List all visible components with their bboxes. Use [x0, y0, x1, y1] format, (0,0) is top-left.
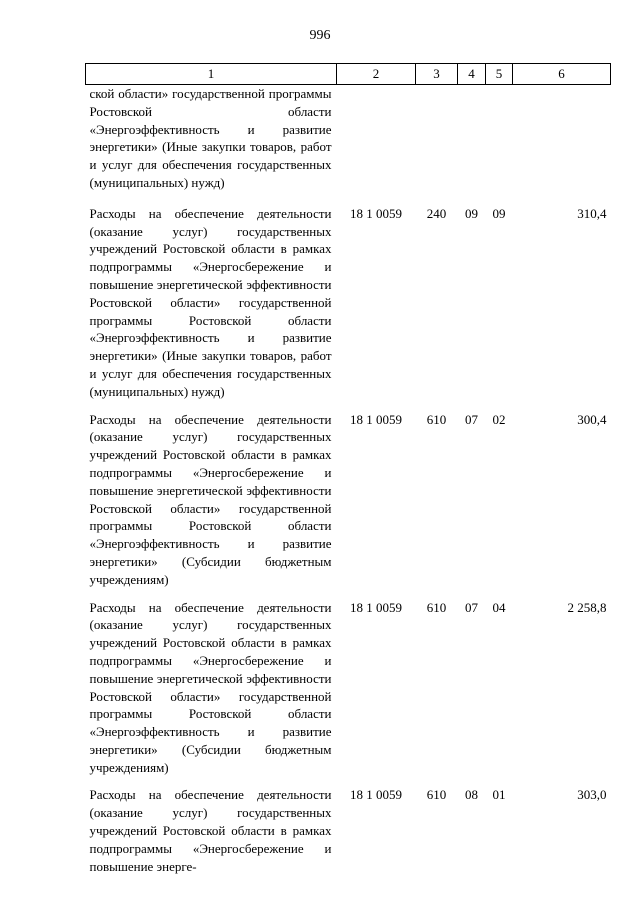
table-row	[86, 781, 611, 875]
row-expense-type: 240	[426, 205, 447, 221]
row-expense-type	[416, 85, 458, 200]
row-amount	[513, 85, 611, 200]
row-target-code: 18 1 0059	[350, 787, 402, 803]
table-row	[86, 200, 611, 406]
column-header-6: 6	[513, 64, 611, 85]
row-expense-type: 610	[426, 787, 447, 803]
header-row	[86, 64, 611, 85]
table-body	[86, 85, 611, 876]
column-header-1: 1	[86, 64, 337, 85]
table-row	[86, 594, 611, 782]
row-expense-type: 610	[426, 599, 447, 615]
row-expense-type: 610	[426, 411, 447, 427]
row-target-code	[337, 85, 416, 200]
column-header-4: 4	[458, 64, 486, 85]
row-subsection: 04	[492, 599, 506, 615]
column-header-2: 2	[337, 64, 416, 85]
row-subsection: 01	[492, 787, 506, 803]
row-target-code: 18 1 0059	[350, 599, 402, 615]
row-section: 08	[465, 787, 478, 803]
column-header-5: 5	[486, 64, 513, 85]
row-section: 07	[465, 599, 478, 615]
row-amount: 2 258,8	[567, 599, 607, 615]
row-amount: 303,0	[577, 787, 607, 803]
row-section: 07	[465, 411, 478, 427]
row-description: Расходы на обеспечение деятельности (оказание услуг) государственных учреждений Ростовской области в рамках подпрограммы «Энергосбережение и повышение энергетической эффективности Ростовской области» государственной программы Ростовской области «Энергоэффективность и развитие энергетики» (Субсидии бюджетным учреждениям)	[89, 411, 332, 587]
row-subsection: 09	[492, 205, 506, 221]
row-description: Расходы на обеспечение деятельности (оказание услуг) государственных учреждений Ростовской области в рамках подпрограммы «Энергосбережение и повышение энерге-	[89, 787, 332, 874]
row-description: Расходы на обеспечение деятельности (оказание услуг) государственных учреждений Ростовской области в рамках подпрограммы «Энергосбережение и повышение энергетической эффективности Ростовской области» государственной программы Ростовской области «Энергоэффективность и развитие энергетики» (Субсидии бюджетным учреждениям)	[89, 599, 332, 775]
row-section	[458, 85, 486, 200]
table-row	[86, 406, 611, 594]
table-row	[86, 85, 611, 200]
row-amount: 300,4	[577, 411, 607, 427]
table-header	[86, 64, 611, 85]
row-subsection: 02	[492, 411, 506, 427]
row-amount: 310,4	[577, 205, 607, 221]
column-header-3: 3	[416, 64, 458, 85]
row-subsection	[486, 85, 513, 200]
page-number: 996	[309, 28, 331, 43]
budget-table	[85, 63, 611, 875]
row-target-code: 18 1 0059	[350, 205, 402, 221]
row-description: ской области» государственной программы Ростовской области «Энергоэффективность и развитие энергетики» (Иные закупки товаров, работ и услуг для обеспечения государственных (муниципальных) нужд)	[89, 86, 332, 190]
row-target-code: 18 1 0059	[350, 411, 402, 427]
row-section: 09	[465, 205, 478, 221]
row-description: Расходы на обеспечение деятельности (оказание услуг) государственных учреждений Ростовской области в рамках подпрограммы «Энергосбережение и повышение энергетической эффективности Ростовской области» государственной программы Ростовской области «Энергоэффективность и развитие энергетики» (Иные закупки товаров, работ и услуг для обеспечения государственных (муниципальных) нужд)	[89, 205, 332, 399]
